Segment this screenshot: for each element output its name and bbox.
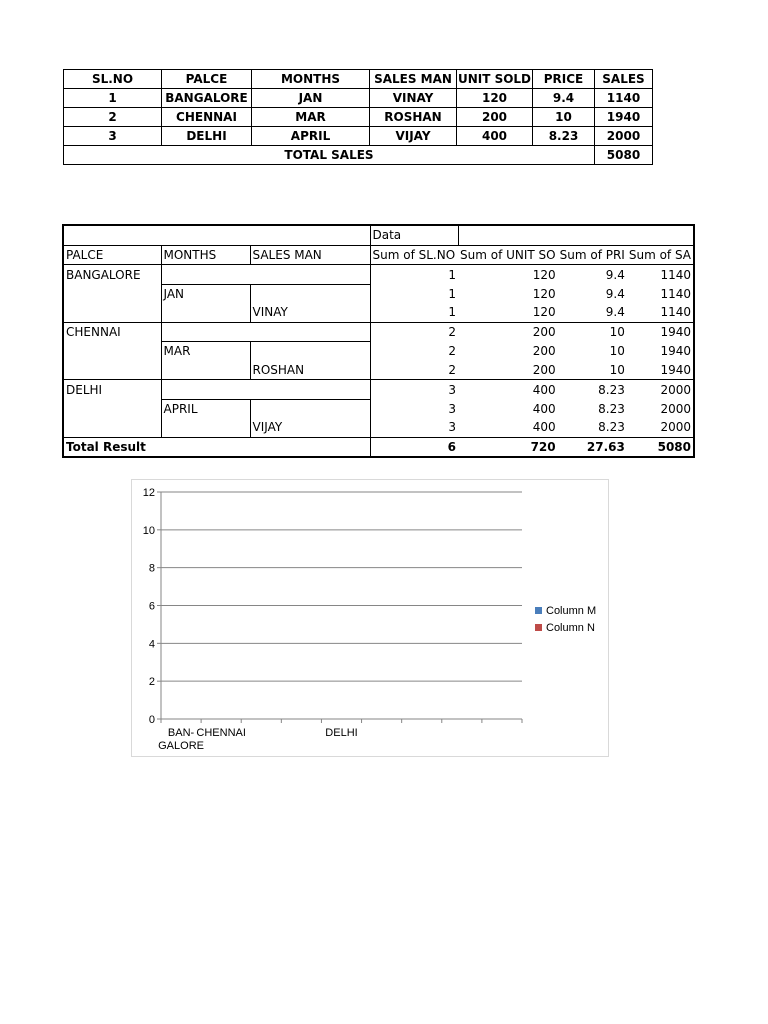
pivot-salesman: VIJAY [250,418,370,437]
sales-table-cell: 1940 [595,108,653,127]
pivot-place [63,418,161,437]
pivot-value: 2000 [627,380,694,400]
pivot-value: 3 [370,380,458,400]
sales-table-cell: 120 [457,89,533,108]
total-sales-value: 5080 [595,146,653,165]
sales-table-cell: BANGALORE [162,89,252,108]
sales-table-cell: 2000 [595,127,653,146]
sales-table-cell: 400 [457,127,533,146]
legend-item [535,602,596,619]
pivot-corner [63,225,161,245]
pivot-value: 200 [532,344,556,358]
pivot-value: 2 [370,342,458,361]
pivot-data-span [458,225,694,245]
pivot-value: 400 [532,420,556,435]
sales-table-cell: JAN [252,89,370,108]
pivot-value: 10 [609,362,625,377]
pivot-value: 9.4 [558,265,627,285]
y-tick-label: 6 [148,600,155,613]
pivot-header-cell: Sum of SL.NO [370,245,458,265]
y-tick-label: 8 [148,562,155,575]
sales-table-cell: MAR [252,108,370,127]
sales-table-cell: 1 [64,89,162,108]
pivot-value: 2 [370,361,458,380]
pivot-place [63,284,161,303]
pivot-header-cell: Sum of PRI [558,245,627,265]
pivot-value: 120 [532,305,556,320]
pivot-row [63,265,694,285]
pivot-value: 1 [370,303,458,322]
pivot-value: 2000 [627,418,694,437]
sales-table-header [64,70,653,89]
chart-legend [535,602,596,636]
sales-table-header-cell: UNIT SOLD [457,70,533,89]
pivot-value: 3 [370,418,458,437]
pivot-place: BANGALORE [63,265,161,285]
sales-table-header-cell: SL.NO [64,70,162,89]
pivot-value: 9.4 [605,305,625,320]
legend-swatch [535,624,542,631]
pivot-value: 120 [458,265,558,285]
pivot-value: 8.23 [598,401,625,416]
sales-table-cell: ROSHAN [370,108,457,127]
sales-table-cell: 3 [64,127,162,146]
pivot-row [63,284,694,303]
sales-table-cell: 2 [64,108,162,127]
legend-label: Column N [546,621,595,634]
legend-label: Column M [546,604,597,617]
sales-table-cell: DELHI [162,127,252,146]
pivot-place [63,361,161,380]
total-sales-label: TOTAL SALES [64,146,595,165]
pivot-corner [161,225,250,245]
y-tick-label: 0 [148,714,155,726]
pivot-month [161,322,250,342]
sales-table-cell: VIJAY [370,127,457,146]
sales-table-row [64,127,653,146]
pivot-month: MAR [161,342,250,361]
pivot-salesman [250,342,370,361]
y-tick-label: 2 [148,676,155,689]
pivot-value: 200 [458,322,558,342]
pivot-table [62,224,695,458]
pivot-salesman [250,265,370,285]
pivot-month [161,418,250,437]
pivot-value: 1 [370,284,458,303]
pivot-value: 8.23 [598,420,625,435]
pivot-header-cell: Sum of UNIT SO [458,245,558,265]
pivot-row [63,342,694,361]
pivot-salesman: VINAY [250,303,370,322]
pivot-total-value: 5080 [627,437,694,457]
pivot-value: 2000 [627,399,694,418]
pivot-total-value: 720 [458,437,558,457]
pivot-place: DELHI [63,380,161,400]
sales-table-row [64,89,653,108]
pivot-row [63,380,694,400]
sales-chart [131,479,609,757]
pivot-row [63,303,694,322]
pivot-row [63,361,694,380]
pivot-month [161,303,250,322]
pivot-place: CHENNAI [63,322,161,342]
pivot-month [161,265,250,285]
sales-table-cell: APRIL [252,127,370,146]
pivot-header-cell: PALCE [63,245,161,265]
sales-table-total-row [64,146,653,165]
pivot-value: 10 [609,344,625,358]
pivot-month: JAN [161,284,250,303]
sales-table-header-cell: MONTHS [252,70,370,89]
pivot-header-cell: MONTHS [161,245,250,265]
pivot-header-cell: Sum of SA [627,245,694,265]
pivot-place [63,303,161,322]
pivot-place [63,342,161,361]
pivot-value: 8.23 [558,380,627,400]
x-tick-label: BAN-GALORE [158,727,204,752]
pivot-value: 120 [532,286,556,301]
sales-table-header-cell: SALES MAN [370,70,457,89]
sales-table [63,69,653,165]
pivot-salesman: ROSHAN [250,361,370,380]
pivot-month: APRIL [161,399,250,418]
pivot-value: 9.4 [605,286,625,301]
pivot-place [63,399,161,418]
pivot-row [63,399,694,418]
pivot-total-value: 27.63 [558,437,627,457]
y-tick-label: 12 [142,487,155,499]
sales-table-row [64,108,653,127]
sales-table-cell: 9.4 [533,89,595,108]
pivot-value: 1940 [627,322,694,342]
x-tick-label: DELHI [325,727,358,739]
sales-table-cell: CHENNAI [162,108,252,127]
pivot-header-cell: SALES MAN [250,245,370,265]
pivot-value: 2 [370,322,458,342]
sales-table-cell: 10 [533,108,595,127]
sales-table-header-cell: PALCE [162,70,252,89]
pivot-row [63,418,694,437]
legend-item [535,619,596,636]
sales-table-cell: VINAY [370,89,457,108]
pivot-value: 10 [558,322,627,342]
pivot-value: 200 [532,362,556,377]
sales-table-header-cell: PRICE [533,70,595,89]
pivot-total-label: Total Result [63,437,370,457]
pivot-value: 3 [370,399,458,418]
pivot-header-row [63,245,694,265]
pivot-total-row [63,437,694,457]
sales-table-cell: 1140 [595,89,653,108]
pivot-total-value: 6 [370,437,458,457]
x-tick-label: CHENNAI [196,727,246,739]
sales-table-cell: 200 [457,108,533,127]
pivot-month [161,361,250,380]
pivot-data-label: Data [370,225,458,245]
pivot-value: 1940 [627,342,694,361]
pivot-row [63,322,694,342]
pivot-corner [250,225,370,245]
sales-table-cell: 8.23 [533,127,595,146]
pivot-salesman [250,380,370,400]
pivot-value: 1140 [627,284,694,303]
pivot-salesman [250,322,370,342]
pivot-month [161,380,250,400]
pivot-value: 1 [370,265,458,285]
pivot-salesman [250,399,370,418]
pivot-value: 400 [458,380,558,400]
pivot-value: 1940 [627,361,694,380]
y-tick-label: 4 [148,638,155,651]
sales-table-header-cell: SALES [595,70,653,89]
pivot-salesman [250,284,370,303]
y-tick-label: 10 [142,524,155,537]
pivot-value: 400 [532,401,556,416]
pivot-value: 1140 [627,303,694,322]
legend-swatch [535,607,542,614]
pivot-data-row [63,225,694,245]
pivot-value: 1140 [627,265,694,285]
